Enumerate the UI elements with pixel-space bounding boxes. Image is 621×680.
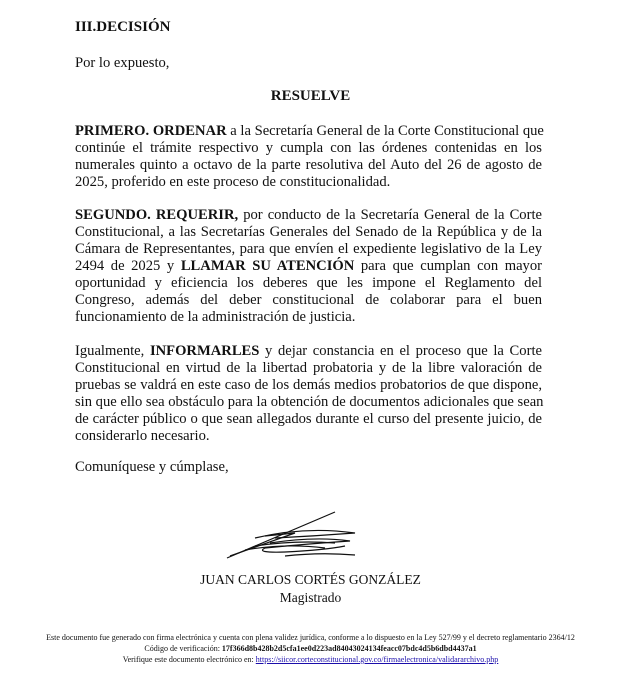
bold-text: LLAMAR SU ATENCIÓN (180, 258, 355, 274)
paragraph-line (75, 174, 542, 191)
text: por conducto de la Secretaría General de la Corte (238, 207, 542, 223)
text: oportunidad y eficiencia los deberes que les impone el Reglamento del (75, 275, 542, 291)
paragraph-line (75, 309, 542, 326)
verification-code: 17f366d8b428b2d5cfa1ee0d223ad84043024134feacc07bdc4d5b6dbd4437a1 (221, 644, 477, 653)
text: Cámara de Representantes, para que envíen el expediente legislativo de la Ley (75, 241, 542, 257)
paragraph-line (75, 157, 542, 174)
verify-line (0, 654, 621, 665)
text: para que cumplan con mayor (354, 258, 543, 274)
verify-label: Verifique este documento electrónico en: (122, 655, 256, 664)
paragraph-line (75, 411, 542, 428)
text: Constitucional en virtud de la libertad probatoria y de la libre valoración de (75, 360, 542, 376)
paragraph-line (75, 275, 542, 292)
paragraph-line (75, 343, 542, 360)
paragraph-line (75, 292, 542, 309)
text: funcionamiento de la administración de justicia. (75, 309, 356, 325)
verification-code-line (0, 643, 621, 654)
text: numerales quinto a octavo de la parte resolutiva del Auto del 26 de agosto de (75, 157, 542, 173)
footer-notice: Este documento fue generado con firma electrónica y cuenta con plena validez jurídica, conforme a lo dispuesto en la Ley 527/99 y el decreto reglamentario 2364/12 (46, 633, 575, 642)
text: continúe el trámite respectivo y cumpla con las órdenes contenidas en los (75, 140, 542, 156)
text: sin que ello sea obstáculo para la obtención de documentos adicionales que sean (75, 394, 544, 410)
bold-text: SEGUNDO. REQUERIR, (75, 207, 239, 223)
handwritten-signature (225, 508, 365, 563)
section-title: III.DECISIÓN (75, 19, 171, 35)
text: considerarlo necesario. (75, 428, 210, 444)
signer-title: Magistrado (279, 590, 342, 605)
resolve-heading: RESUELVE (270, 88, 351, 104)
text: a la Secretaría General de la Corte Constitucional que (226, 123, 544, 139)
verify-link[interactable]: https://siicor.corteconstitucional.gov.co/firmaelectronica/validararchivo.php (255, 655, 499, 664)
closing-text: Comuníquese y cúmplase, (75, 459, 229, 475)
text: de carácter público o que sean allegados durante el curso del presente juicio, de (75, 411, 542, 427)
text: 2025, proferido en este proceso de constitucionalidad. (75, 174, 391, 190)
paragraph-line (75, 428, 542, 445)
paragraph-line (75, 123, 542, 140)
text: Constitucional, a las Secretarías Generales del Senado de la República y de la (75, 224, 542, 240)
signer-name: JUAN CARLOS CORTÉS GONZÁLEZ (200, 572, 421, 587)
paragraph-line (75, 394, 542, 411)
paragraph-line (75, 140, 542, 157)
paragraph-line (75, 377, 542, 394)
text: 2494 de 2025 y (75, 258, 181, 274)
paragraph-line (75, 258, 542, 275)
text: y dejar constancia en el proceso que la Corte (259, 343, 542, 359)
verification-code-label: Código de verificación: (144, 644, 222, 653)
paragraph-line (75, 224, 542, 241)
paragraph-line (75, 360, 542, 377)
paragraph-line (75, 207, 542, 224)
intro-text: Por lo expuesto, (75, 55, 170, 71)
paragraph-line (75, 241, 542, 258)
bold-text: INFORMARLES (149, 343, 260, 359)
text: Igualmente, (75, 343, 150, 359)
bold-text: PRIMERO. ORDENAR (75, 123, 227, 139)
text: pruebas se valdrá en este caso de los demás medios probatorios de que dispone, (75, 377, 542, 393)
text: Congreso, además del deber constitucional de colaborar para el buen (75, 292, 542, 308)
